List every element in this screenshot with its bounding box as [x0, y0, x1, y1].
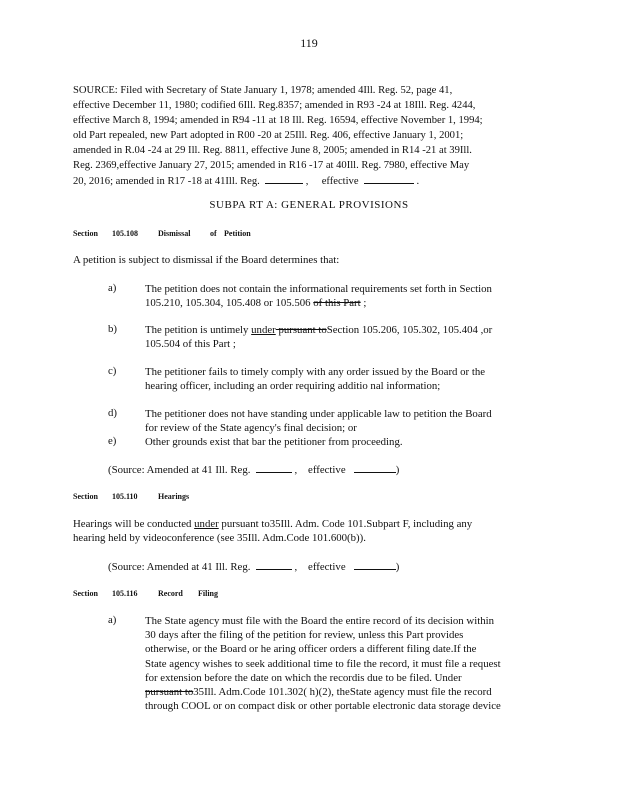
- section-title: Petition: [224, 229, 251, 238]
- source-note: [73, 83, 541, 189]
- underlined-text: under: [251, 324, 276, 336]
- source-line: SOURCE: Filed with Secretary of State January 1, 1978; amended 4Ill. Reg. 52, page 41,: [73, 85, 453, 96]
- section-title: of: [210, 229, 217, 238]
- underlined-text: under: [194, 518, 219, 530]
- blank-line: [364, 174, 414, 184]
- source-line: Reg. 2369,effective January 27, 2015; amended in R16 -17 at 40Ill. Reg. 7980, effective May: [73, 160, 470, 172]
- section-heading-105-116: [0, 589, 618, 601]
- section-number: 105.110: [112, 492, 138, 501]
- struck-text: pursuant to: [145, 686, 194, 699]
- source-line: effective March 8, 1994; amended in R94 -11 at 18 Ill. Reg. 16594, effective November 1, 1994;: [73, 115, 483, 127]
- struck-text: of this Part: [313, 297, 361, 310]
- item-label: c): [108, 365, 117, 377]
- item-label: e): [108, 435, 117, 447]
- item-e-text: Other grounds exist that bar the petitioner from proceeding.: [145, 436, 403, 448]
- source-line: old Part repealed, new Part adopted in R00 -20 at 25Ill. Reg. 406, effective January 1, 2001;: [73, 130, 464, 142]
- source-amended-note: (Source: Amended at 41 Ill. Reg. , effective ): [108, 561, 400, 573]
- section-title: Hearings: [158, 492, 190, 501]
- struck-text: pursuant to: [275, 324, 327, 336]
- page-number: 119: [300, 36, 318, 50]
- record-filing-text: The State agency must file with the Board the entire record of its decision within 30 days after the filing of the petition for review, unless this Part provides otherwise, or the Board or he aring officer orders a different filing date.If the State agency wishes to seek additional time to file the record, it must file a request for extension before the date on which the recordis due to be filed. Under pursuant to35Ill. Adm.Code 101.302( h)(2), theState agency must file the record through COOL or on compact disk or other portable electronic data storage device: [145, 615, 501, 713]
- section-heading-105-110: [0, 492, 618, 504]
- source-line-last: 20, 2016; amended in R17 -18 at 41Ill. Reg. , effective .: [73, 175, 420, 187]
- source-line: amended in R.04 -24 at 29 Ill. Reg. 8811, effective June 8, 2005; amended in R14 -21 at 39Ill.: [73, 145, 472, 157]
- blank-line: [354, 560, 396, 570]
- section-label: Section: [73, 492, 98, 501]
- section-label: Section: [73, 589, 98, 598]
- dismissal-intro: A petition is subject to dismissal if the Board determines that:: [73, 254, 340, 266]
- section-label: Section: [73, 229, 98, 238]
- item-label: a): [108, 282, 117, 294]
- blank-line: [256, 463, 292, 473]
- section-title: Dismissal: [158, 229, 191, 238]
- item-a-text: The petition does not contain the informational requirements set forth in Section 105.210, 105.304, 105.408 or 105.506 of this Part ;: [145, 283, 492, 310]
- section-title: Filing: [198, 589, 219, 598]
- source-amended-note: (Source: Amended at 41 Ill. Reg. , effective ): [108, 464, 400, 476]
- source-line: effective December 11, 1980; codified 6Ill. Reg.8357; amended in R93 -24 at 18Ill. Reg. 4244,: [73, 100, 476, 112]
- section-title: Record: [158, 589, 183, 598]
- item-label: a): [108, 614, 117, 626]
- item-label: d): [108, 407, 117, 419]
- section-number: 105.108: [112, 229, 138, 238]
- item-b-text: The petition is untimely under pursuant toSection 105.206, 105.302, 105.404 ,or 105.504 of this Part ;: [145, 324, 493, 351]
- item-label: b): [108, 323, 117, 335]
- blank-line: [354, 463, 396, 473]
- item-c-text: The petitioner fails to timely comply with any order issued by the Board or the hearing officer, including an order requiring additio nal information;: [145, 366, 486, 393]
- blank-line: [256, 560, 292, 570]
- blank-line: [265, 174, 303, 184]
- section-heading-105-108: [0, 229, 618, 241]
- section-number: 105.116: [112, 589, 138, 598]
- hearings-paragraph: Hearings will be conducted under pursuant to35Ill. Adm. Code 101.Subpart F, including any hearing held by videoconference (see 35Ill. Adm.Code 101.600(b)).: [73, 518, 473, 545]
- item-d-text: The petitioner does not have standing under applicable law to petition the Board for review of the State agency's final decision; or: [145, 408, 492, 435]
- subpart-heading: SUBPA RT A: GENERAL PROVISIONS: [209, 199, 409, 211]
